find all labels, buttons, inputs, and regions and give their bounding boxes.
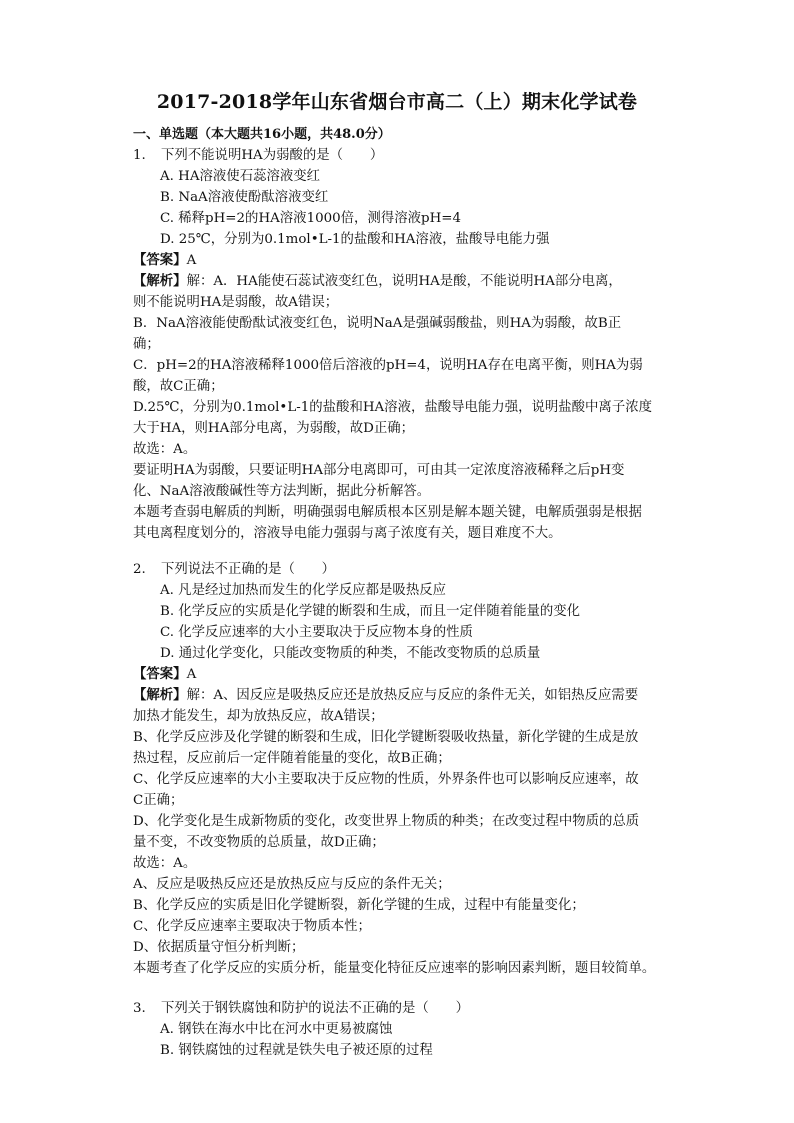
option-b: B. 钢铁腐蚀的过程就是铁失电子被还原的过程 — [160, 1043, 433, 1058]
analysis-tag: 【解析】 — [133, 273, 187, 289]
analysis-line: C、化学反应速率的大小主要取决于反应物的性质，外界条件也可以影响反应速率，故 — [133, 772, 639, 787]
analysis-line: 大于HA，则HA部分电离，为弱酸，故D正确； — [133, 421, 415, 436]
analysis-text: 解：A．HA能使石蕊试液变红色，说明HA是酸，不能说明HA部分电离， — [186, 274, 622, 289]
answer-tag: 【答案】 — [133, 252, 187, 268]
question-text: 下列不能说明HA为弱酸的是（ ） — [161, 148, 384, 163]
analysis-line: D.25℃，分别为0.1mol•L-1的盐酸和HA溶液，盐酸导电能力强，说明盐酸中离子浓度 — [133, 400, 652, 415]
question-3 — [133, 998, 668, 1061]
analysis-text: 解：A、因反应是吸热反应还是放热反应与反应的条件无关，如铝热反应需要 — [186, 688, 639, 703]
analysis-line: 要证明HA为弱酸，只要证明HA部分电离即可，可由其一定浓度溶液稀释之后pH变 — [133, 463, 625, 478]
answer-tag: 【答案】 — [133, 666, 187, 682]
question-number: 2. — [133, 562, 146, 577]
analysis-line: D、化学变化是生成新物质的变化，改变世界上物质的种类；在改变过程中物质的总质 — [133, 814, 640, 829]
analysis-line: 本题考查弱电解质的判断，明确强弱电解质根本区别是解本题关键，电解质强弱是根据 — [133, 505, 642, 520]
option-c: C. 稀释pH=2的HA溶液1000倍，测得溶液pH=4 — [160, 211, 461, 226]
analysis-line: C、化学反应速率主要取决于物质本性； — [133, 919, 371, 934]
answer-value: A — [186, 667, 197, 682]
analysis-line: B．NaA溶液能使酚酞试液变红色，说明NaA是强碱弱酸盐，则HA为弱酸，故B正 — [133, 316, 622, 331]
analysis-line: C正确； — [133, 793, 184, 808]
analysis-line: 故选：A。 — [133, 442, 197, 457]
analysis-line: 其电离程度划分的，溶液导电能力强弱与离子浓度有关，题目难度不大。 — [133, 526, 562, 541]
option-a: A. 凡是经过加热而发生的化学反应都是吸热反应 — [160, 583, 446, 598]
option-b: B. NaA溶液使酚酞溶液变红 — [160, 190, 329, 205]
analysis-line: 本题考查了化学反应的实质分析，能量变化特征反应速率的影响因素判断，题目较简单。 — [133, 961, 656, 976]
option-a: A. 钢铁在海水中比在河水中更易被腐蚀 — [160, 1022, 393, 1037]
analysis-line: A、反应是吸热反应还是放热反应与反应的条件无关； — [133, 877, 451, 892]
page-title: 2017-2018学年山东省烟台市高二（上）期末化学试卷 — [156, 91, 638, 113]
analysis-line: 则不能说明HA是弱酸，故A错误； — [133, 295, 339, 310]
section-heading: 一、单选题（本大题共16小题，共48.0分） — [133, 127, 391, 142]
analysis-tag: 【解析】 — [133, 687, 187, 703]
question-text: 下列说法不正确的是（ ） — [161, 562, 336, 577]
question-stem — [133, 998, 668, 1019]
question-stem — [133, 559, 668, 580]
answer-line — [133, 664, 668, 685]
option-c: C. 化学反应速率的大小主要取决于反应物本身的性质 — [160, 625, 473, 640]
analysis-line: B、化学反应涉及化学键的断裂和生成，旧化学键断裂吸收热量，新化学键的生成是放 — [133, 730, 639, 745]
analysis-line: 酸，故C正确； — [133, 379, 224, 394]
option-d: D. 通过化学变化，只能改变物质的种类，不能改变物质的总质量 — [160, 646, 541, 661]
question-text: 下列关于钢铁腐蚀和防护的说法不正确的是（ ） — [161, 1001, 469, 1016]
analysis-line: 确； — [133, 337, 160, 352]
analysis-line: C．pH=2的HA溶液稀释1000倍后溶液的pH=4，说明HA存在电离平衡，则HA为弱 — [133, 358, 643, 373]
analysis-line — [133, 685, 668, 706]
analysis-line: 量不变，不改变物质的总质量，故D正确； — [133, 835, 385, 850]
analysis-line: B、化学反应的实质是旧化学键断裂，新化学键的生成，过程中有能量变化； — [133, 898, 585, 913]
analysis-line — [133, 271, 668, 292]
analysis-line: 故选：A。 — [133, 856, 197, 871]
question-number: 3. — [133, 1001, 146, 1016]
option-d: D. 25℃，分别为0.1mol•L-1的盐酸和HA溶液，盐酸导电能力强 — [160, 232, 550, 247]
answer-value: A — [186, 253, 197, 268]
question-stem — [133, 145, 668, 166]
analysis-line: 化、NaA溶液酸碱性等方法判断，据此分析解答。 — [133, 484, 431, 499]
question-2 — [133, 559, 668, 979]
option-a: A. HA溶液使石蕊溶液变红 — [160, 169, 321, 184]
answer-line — [133, 250, 668, 271]
option-b: B. 化学反应的实质是化学键的断裂和生成，而且一定伴随着能量的变化 — [160, 604, 581, 619]
question-1 — [133, 145, 668, 544]
question-number: 1. — [133, 148, 146, 163]
analysis-line: 热过程，反应前后一定伴随着能量的变化，故B正确； — [133, 751, 451, 766]
analysis-line: 加热才能发生，却为放热反应，故A错误； — [133, 709, 384, 724]
analysis-line: D、依据质量守恒分析判断； — [133, 940, 305, 955]
